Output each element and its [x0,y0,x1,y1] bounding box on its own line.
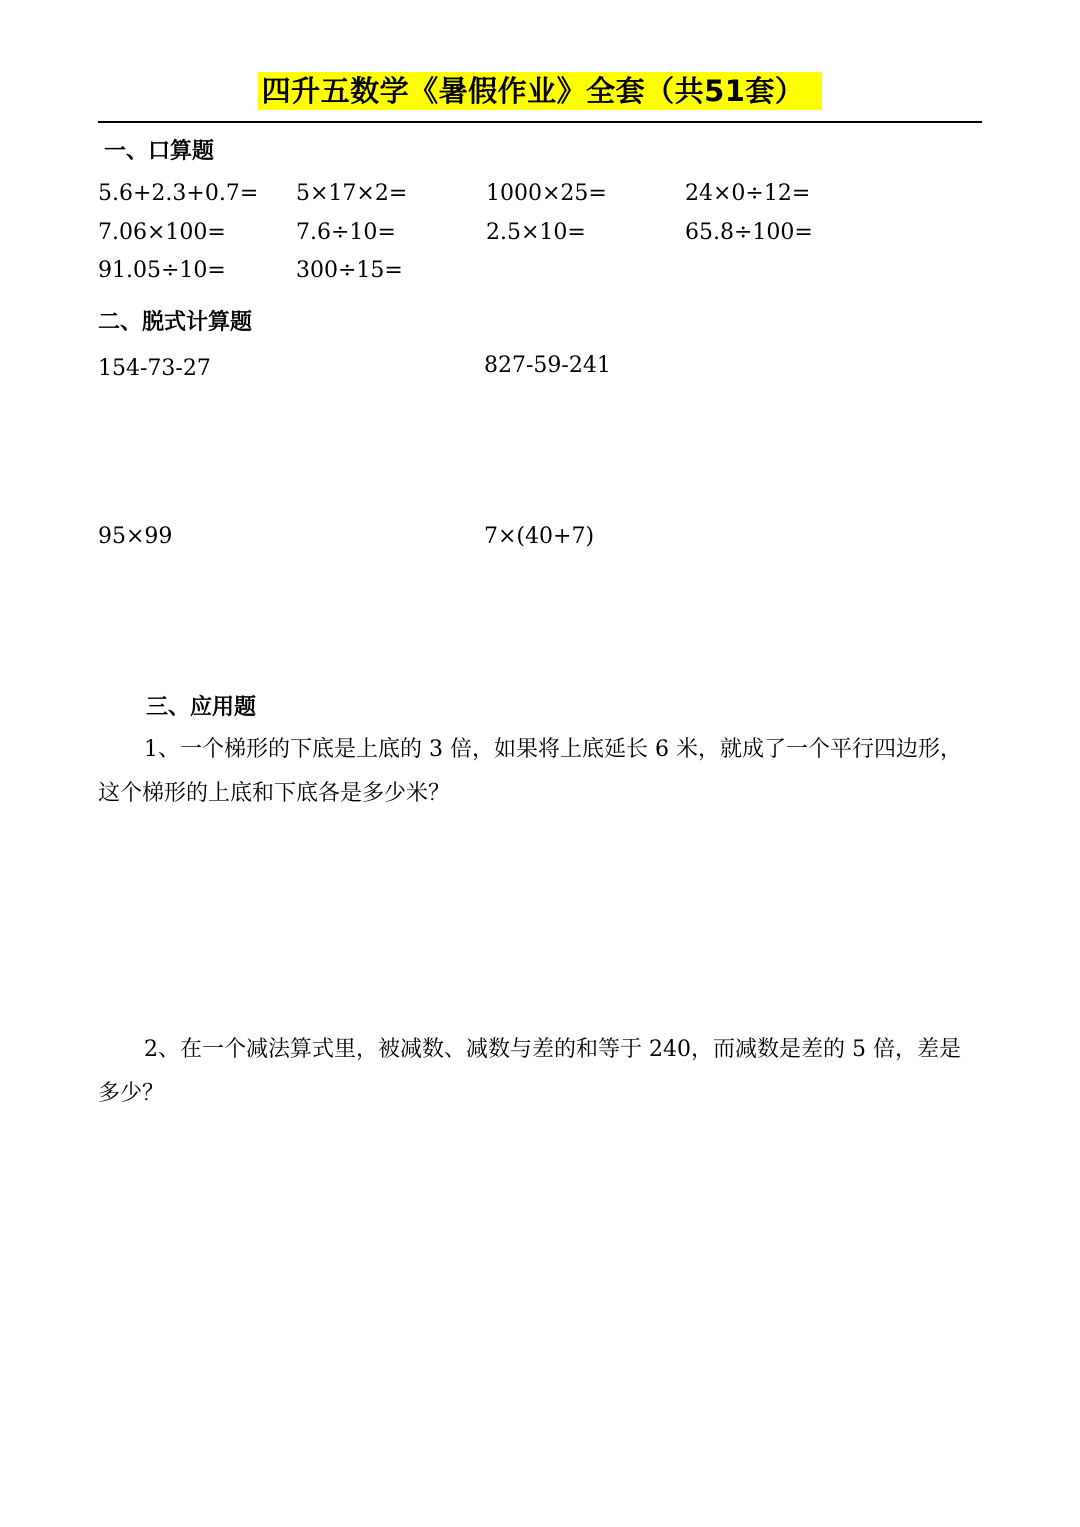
oral-calc-item: 24×0÷12= [685,181,811,206]
step-calc-item: 95×99 [98,524,173,549]
word-problem-2 [98,1028,982,1116]
section-3-heading: 三、应用题 [146,695,257,720]
section-2-heading: 二、脱式计算题 [98,310,253,335]
oral-calc-item: 5×17×2= [296,181,408,206]
title-divider [98,121,982,123]
oral-calc-item: 300÷15= [296,258,403,283]
word-problem-1 [98,728,982,816]
page-title: 四升五数学《暑假作业》全套（共51套） [258,72,823,110]
section-1-heading: 一、口算题 [104,139,215,164]
oral-calc-item: 2.5×10= [486,220,586,245]
step-calc-item: 7×(40+7) [484,524,595,549]
title-wrapper [0,72,1080,110]
oral-calc-item: 91.05÷10= [98,258,226,283]
oral-calc-item: 65.8÷100= [685,220,813,245]
step-calc-item: 154-73-27 [98,356,211,381]
oral-calc-item: 1000×25= [486,181,607,206]
oral-calc-item: 7.06×100= [98,220,226,245]
word-problem-2-text: 2、在一个减法算式里，被减数、减数与差的和等于 240，而减数是差的 5 倍，差是多少？ [98,1037,961,1106]
step-calc-item: 827-59-241 [484,353,611,378]
word-problem-1-text: 1、一个梯形的下底是上底的 3 倍，如果将上底延长 6 米，就成了一个平行四边形，这个梯形的上底和下底各是多少米？ [98,737,962,806]
oral-calc-item: 5.6+2.3+0.7= [98,181,259,206]
oral-calc-item: 7.6÷10= [296,220,396,245]
